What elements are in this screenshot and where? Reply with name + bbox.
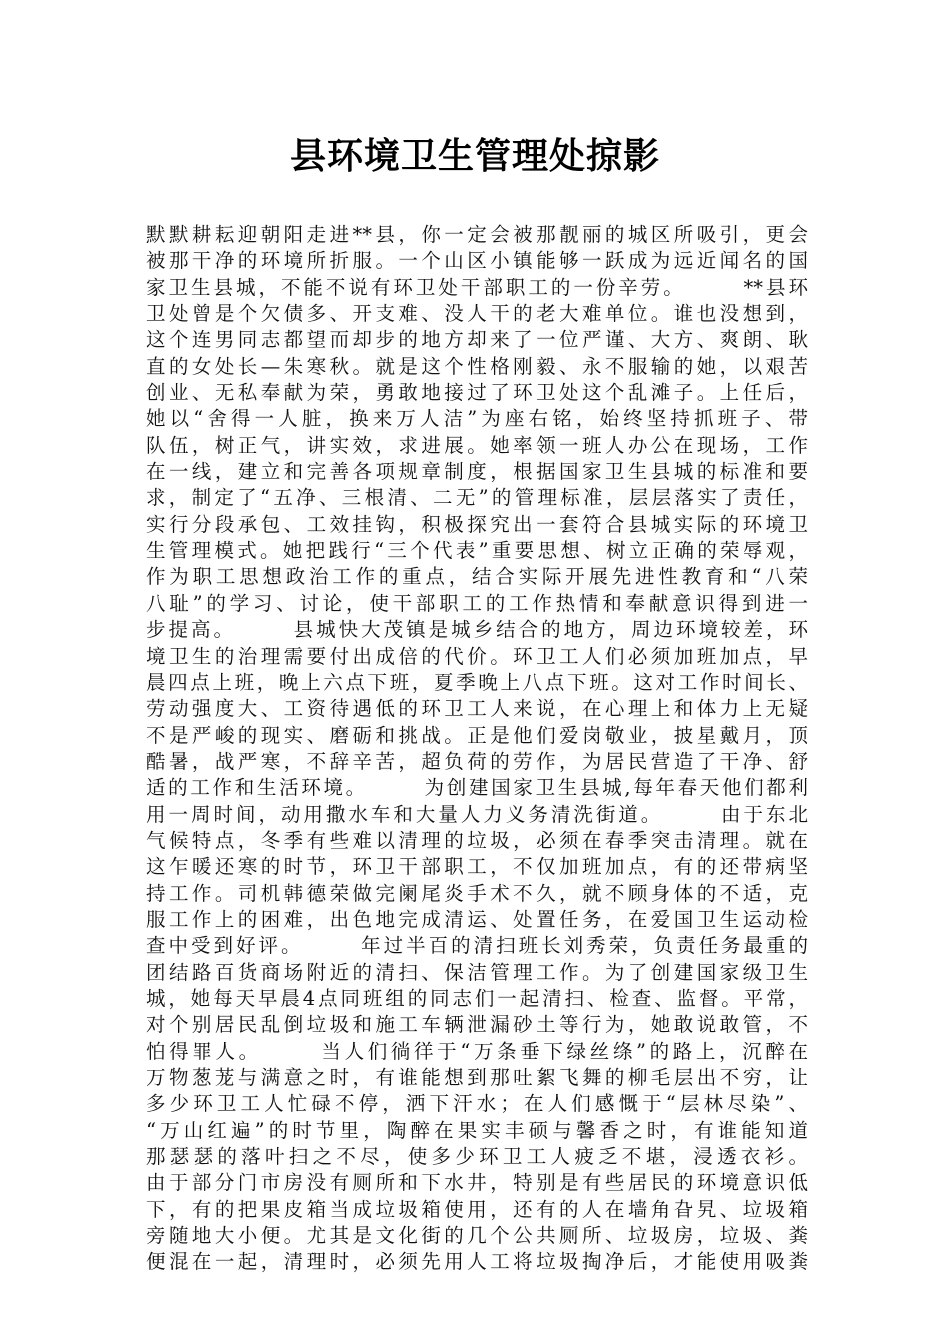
body-line: 她以“舍得一人脏，换来万人洁”为座右铭，始终坚持抓班子、带	[146, 407, 808, 431]
body-line: 持工作。司机韩德荣做完阑尾炎手术不久，就不顾身体的不适，克	[146, 881, 808, 905]
document-title: 县环境卫生管理处掠影	[289, 136, 660, 177]
body-line: 劳动强度大、工资待遇低的环卫工人来说，在心理上和体力上无疑	[146, 697, 808, 721]
body-line: 万物葱茏与满意之时，有谁能想到那吐絮飞舞的柳毛层出不穷，让	[146, 1066, 808, 1089]
body-line: 被那干净的环境所折服。一个山区小镇能够一跃成为远近闻名的国	[146, 249, 808, 273]
body-line: 创业、无私奉献为荣，勇敢地接过了环卫处这个乱滩子。上任后，	[146, 381, 808, 405]
body-line: 旁随地大小便。尤其是文化街的几个公共厕所、垃圾房，垃圾、粪	[146, 1224, 808, 1248]
body-line: 境卫生的治理需要付出成倍的代价。环卫工人们必须加班加点，早	[146, 644, 808, 668]
body-line: 队伍，树正气，讲实效，求进展。她率领一班人办公在现场，工作	[146, 433, 808, 457]
body-line: 对个别居民乱倒垃圾和施工车辆泄漏砂土等行为，她敢说敢管，不	[146, 1013, 808, 1037]
body-line: 这个连男同志都望而却步的地方却来了一位严谨、大方、爽朗、耿	[146, 328, 808, 352]
document-body	[146, 222, 808, 1276]
body-line: 酷暑，战严寒，不辞辛苦，超负荷的劳作，为居民营造了干净、舒	[146, 749, 808, 773]
body-line: 下，有的把果皮箱当成垃圾箱使用，还有的人在墙角旮旯、垃圾箱	[146, 1197, 808, 1221]
body-line: 服工作上的困难，出色地完成清运、处置任务，在爱国卫生运动检	[146, 907, 808, 931]
body-line: 步提高。 县城快大茂镇是城乡结合的地方，周边环境较差，环	[146, 618, 808, 642]
body-line: 怕得罪人。 当人们徜徉于“万条垂下绿丝绦”的路上，沉醉在	[146, 1039, 808, 1063]
body-line: 直的女处长—朱寒秋。就是这个性格刚毅、永不服输的她，以艰苦	[146, 354, 808, 378]
body-line: “万山红遍”的时节里，陶醉在果实丰硕与馨香之时，有谁能知道	[146, 1118, 808, 1142]
body-line: 气候特点，冬季有些难以清理的垃圾，必须在春季突击清理。就在	[146, 828, 808, 852]
body-line: 实行分段承包、工效挂钩，积极探究出一套符合县城实际的环境卫	[146, 512, 808, 536]
body-line: 作为职工思想政治工作的重点，结合实际开展先进性教育和“八荣	[146, 565, 808, 589]
body-line: 这乍暖还寒的时节，环卫干部职工，不仅加班加点，有的还带病坚	[146, 855, 808, 879]
body-line: 用一周时间，动用撒水车和大量人力义务清洗街道。 由于东北	[146, 802, 808, 826]
body-line: 求，制定了“五净、三根清、二无”的管理标准，层层落实了责任，	[146, 486, 808, 510]
body-line: 不是严峻的现实、磨砺和挑战。正是他们爱岗敬业，披星戴月，顶	[146, 723, 808, 747]
body-line: 查中受到好评。 年过半百的清扫班长刘秀荣，负责任务最重的	[146, 934, 808, 958]
body-line: 晨四点上班，晚上六点下班，夏季晚上八点下班。这对工作时间长、	[146, 670, 808, 694]
body-line: 多少环卫工人忙碌不停，洒下汗水；在人们感慨于“层林尽染”、	[146, 1092, 808, 1116]
body-line: 卫处曾是个欠债多、开支难、没人干的老大难单位。谁也没想到，	[146, 302, 808, 326]
body-line: 在一线，建立和完善各项规章制度，根据国家卫生县城的标准和要	[146, 460, 808, 484]
body-line: 由于部分门市房没有厕所和下水井，特别是有些居民的环境意识低	[146, 1171, 808, 1195]
body-line: 生管理模式。她把践行“三个代表”重要思想、树立正确的荣辱观，	[146, 539, 808, 563]
body-line: 适的工作和生活环境。 为创建国家卫生县城,每年春天他们都利	[146, 776, 808, 800]
body-line: 家卫生县城，不能不说有环卫处干部职工的一份辛劳。 **县环	[146, 275, 808, 299]
body-line: 八耻”的学习、讨论，使干部职工的工作热情和奉献意识得到进一	[146, 591, 808, 615]
body-line: 团结路百货商场附近的清扫、保洁管理工作。为了创建国家级卫生	[146, 960, 808, 984]
body-line: 便混在一起，清理时，必须先用人工将垃圾掏净后，才能使用吸粪	[146, 1250, 808, 1274]
body-line: 默默耕耘迎朝阳走进**县，你一定会被那靓丽的城区所吸引，更会	[146, 223, 808, 246]
body-line: 那瑟瑟的落叶扫之不尽，使多少环卫工人疲乏不堪，浸透衣衫。	[146, 1145, 808, 1169]
body-line: 城，她每天早晨4点同班组的同志们一起清扫、检查、监督。平常，	[146, 986, 808, 1010]
